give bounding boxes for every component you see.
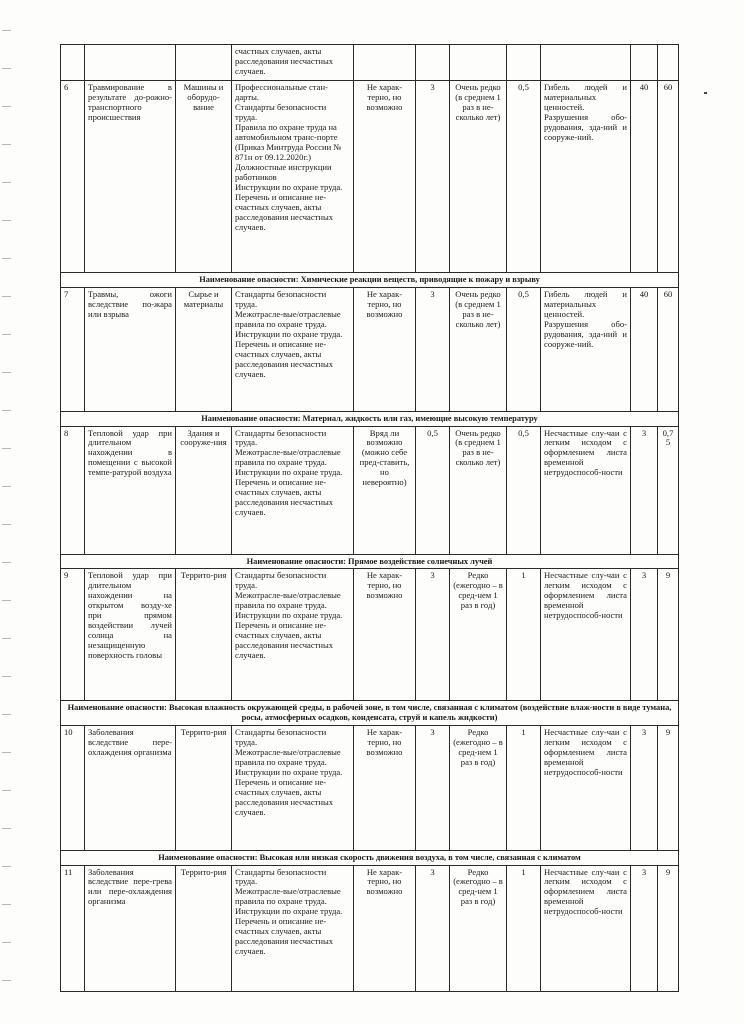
cell-risk: 60 bbox=[658, 81, 679, 273]
text-line: Инструкции по охране труда. bbox=[235, 328, 343, 339]
continuation-row bbox=[61, 45, 679, 81]
text-line: Стандарты безопасности труда. bbox=[235, 427, 327, 448]
text-line: Должностные инструкции работников bbox=[235, 161, 332, 182]
cell-measures bbox=[232, 45, 354, 81]
edge-tick bbox=[2, 106, 11, 107]
cell-consequences bbox=[541, 287, 631, 411]
cell-probability: Не харак-терно, но возможно bbox=[354, 569, 416, 701]
section-header-row bbox=[61, 850, 679, 865]
edge-tick bbox=[2, 486, 11, 487]
cell-frequency: Очень редко (в среднем 1 раз в не-сколько лет) bbox=[450, 426, 507, 554]
cell-risk: 60 bbox=[658, 287, 679, 411]
edge-tick bbox=[2, 334, 11, 335]
edge-tick bbox=[2, 410, 11, 411]
edge-tick bbox=[2, 448, 11, 449]
text-line: Инструкции по охране труда. bbox=[235, 766, 343, 777]
text-line: Инструкции по охране труда. bbox=[235, 467, 343, 478]
edge-tick bbox=[2, 68, 11, 69]
cell-measures bbox=[232, 287, 354, 411]
cell-freq-value bbox=[507, 45, 541, 81]
cell-frequency: Редко (ежегодно – в сред-нем 1 раз в год) bbox=[450, 725, 507, 850]
cell-consequences bbox=[541, 725, 631, 850]
hazard-row bbox=[61, 287, 679, 411]
cell-measures bbox=[232, 426, 354, 554]
edge-tick bbox=[2, 828, 11, 829]
cell-risk bbox=[658, 45, 679, 81]
text-line: Стандарты безопасности труда. bbox=[235, 726, 327, 747]
text-line: Разрушения обо-рудования, зда-ний и сооруже-ний. bbox=[544, 318, 627, 349]
text-line: Несчастные слу-чаи с легким исходом с оформлением листа временной нетрудоспособ-ности bbox=[544, 866, 627, 917]
measure-line: расследования несчастных bbox=[235, 55, 334, 66]
text-line: Перечень и описание не-счастных случаев, акты расследования несчастных случаев. bbox=[235, 916, 334, 957]
text-line: Межотрасле-вые/отраслевые правила по охране труда. bbox=[235, 308, 341, 329]
measure-line: случаев. bbox=[235, 65, 266, 76]
text-line: Несчастные слу-чаи с легким исходом с оформлением листа временной нетрудоспособ-ности bbox=[544, 570, 627, 621]
edge-tick bbox=[2, 144, 11, 145]
cell-prob-value: 3 bbox=[416, 865, 450, 991]
edge-tick bbox=[2, 220, 11, 221]
cell-severity: 40 bbox=[631, 287, 658, 411]
text-line: Несчастные слу-чаи с легким исходом с оформлением листа временной нетрудоспособ-ности bbox=[544, 726, 627, 777]
cell-num: 10 bbox=[61, 725, 85, 850]
section-header-row bbox=[61, 411, 679, 426]
cell-probability: Не харак-терно, но возможно bbox=[354, 865, 416, 991]
cell-probability: Вряд ли возможно (можно себе пред-ставить, но невероятно) bbox=[354, 426, 416, 554]
edge-tick bbox=[2, 866, 11, 867]
cell-measures bbox=[232, 865, 354, 991]
cell-prob-value: 3 bbox=[416, 81, 450, 273]
cell-prob-value: 3 bbox=[416, 287, 450, 411]
cell-severity: 3 bbox=[631, 865, 658, 991]
cell-freq-value: 0,5 bbox=[507, 81, 541, 273]
cell-frequency: Очень редко (в среднем 1 раз в не-сколько лет) bbox=[450, 287, 507, 411]
edge-tick bbox=[2, 904, 11, 905]
cell-consequences bbox=[541, 426, 631, 554]
section-header: Наименование опасности: Химические реакции веществ, приводящие к пожару и взрыву bbox=[61, 273, 679, 288]
section-header-row bbox=[61, 273, 679, 288]
text-line: Стандарты безопасности труда. bbox=[235, 866, 327, 887]
cell-object: Террито-рия bbox=[176, 725, 232, 850]
text-line: Перечень и описание не-счастных случаев, акты расследования несчастных случаев. bbox=[235, 477, 334, 518]
hazard-row bbox=[61, 725, 679, 850]
cell-danger: Заболевания вследствие пере-охлаждения организма bbox=[85, 725, 176, 850]
cell-object: Здания и сооруже-ния bbox=[176, 426, 232, 554]
cell-num bbox=[61, 45, 85, 81]
edge-tick bbox=[2, 600, 11, 601]
cell-object bbox=[176, 45, 232, 81]
cell-risk: 9 bbox=[658, 569, 679, 701]
cell-danger: Тепловой удар при длительном нахождении на открытом возду-хе при прямом воздействии лучей солнца на незащищенную поверхность головы bbox=[85, 569, 176, 701]
text-line: Гибель людей и материальных ценностей. bbox=[544, 288, 627, 319]
edge-tick bbox=[2, 258, 11, 259]
cell-severity: 3 bbox=[631, 426, 658, 554]
cell-consequences bbox=[541, 81, 631, 273]
section-header: Наименование опасности: Высокая влажность окружающей среды, в рабочей зоне, в том числе, связанная с климатом (воздействие влаж-ности в виде тумана, росы, атмосферных осадков, конденсата, струй и капель жидкости) bbox=[61, 701, 679, 726]
edge-tick bbox=[2, 524, 11, 525]
text-line: Межотрасле-вые/отраслевые правила по охране труда. bbox=[235, 447, 341, 468]
hazard-row bbox=[61, 569, 679, 701]
cell-num: 8 bbox=[61, 426, 85, 554]
cell-freq-value: 0,5 bbox=[507, 426, 541, 554]
cell-object: Сырье и материалы bbox=[176, 287, 232, 411]
cell-severity: 3 bbox=[631, 569, 658, 701]
edge-tick bbox=[2, 752, 11, 753]
text-line: Профессиональные стан-дарты. bbox=[235, 82, 328, 102]
cell-num: 9 bbox=[61, 569, 85, 701]
text-line: Гибель людей и материальных ценностей. bbox=[544, 82, 627, 112]
text-line: Перечень и описание не-счастных случаев, акты расследования несчастных случаев. bbox=[235, 776, 334, 817]
edge-tick bbox=[2, 980, 11, 981]
cell-measures bbox=[232, 81, 354, 273]
edge-tick bbox=[2, 790, 11, 791]
cell-frequency bbox=[450, 45, 507, 81]
hazard-row bbox=[61, 865, 679, 991]
edge-tick bbox=[2, 638, 11, 639]
cell-severity: 3 bbox=[631, 725, 658, 850]
cell-prob-value bbox=[416, 45, 450, 81]
cell-measures bbox=[232, 569, 354, 701]
cell-num: 6 bbox=[61, 81, 85, 273]
text-line: Стандарты безопасности труда. bbox=[235, 288, 327, 309]
cell-freq-value: 1 bbox=[507, 865, 541, 991]
section-header-row bbox=[61, 554, 679, 569]
edge-tick bbox=[2, 562, 11, 563]
edge-tick bbox=[2, 296, 11, 297]
cell-num: 11 bbox=[61, 865, 85, 991]
cell-num: 7 bbox=[61, 287, 85, 411]
edge-tick bbox=[2, 182, 11, 183]
text-line: Перечень и описание не-счастных случаев, акты расследования несчастных случаев. bbox=[235, 191, 334, 232]
edge-tick bbox=[2, 942, 11, 943]
cell-freq-value: 0,5 bbox=[507, 287, 541, 411]
cell-risk: 9 bbox=[658, 725, 679, 850]
cell-probability: Не харак-терно, но возможно bbox=[354, 725, 416, 850]
edge-tick bbox=[2, 372, 11, 373]
risk-assessment-table bbox=[60, 44, 679, 992]
cell-consequences bbox=[541, 865, 631, 991]
cell-object: Машины и оборудо-вание bbox=[176, 81, 232, 273]
cell-prob-value: 0,5 bbox=[416, 426, 450, 554]
section-header: Наименование опасности: Материал, жидкость или газ, имеющие высокую температуру bbox=[61, 411, 679, 426]
cell-probability bbox=[354, 45, 416, 81]
text-line: Стандарты безопасности труда. bbox=[235, 570, 327, 591]
cell-danger: Травмирование в результате до-рожно-транспортного происшествия bbox=[85, 81, 176, 273]
cell-prob-value: 3 bbox=[416, 725, 450, 850]
cell-danger: Заболевания вследствие пере-грева или пере-охлаждения организма bbox=[85, 865, 176, 991]
cell-object: Террито-рия bbox=[176, 865, 232, 991]
cell-risk: 9 bbox=[658, 865, 679, 991]
scan-speck bbox=[704, 92, 707, 94]
edge-tick bbox=[2, 30, 11, 31]
cell-probability: Не харак-терно, но возможно bbox=[354, 81, 416, 273]
cell-frequency: Редко (ежегодно – в сред-нем 1 раз в год) bbox=[450, 865, 507, 991]
cell-consequences bbox=[541, 569, 631, 701]
text-line: Разрушения обо-рудования, зда-ний и сооруже-ний. bbox=[544, 111, 627, 142]
text-line: Правила по охране труда на автомобильном транс-порте (Приказ Минтруда России № 871н от 09.12.2020г.) bbox=[235, 121, 342, 162]
cell-probability: Не харак-терно, но возможно bbox=[354, 287, 416, 411]
cell-danger bbox=[85, 45, 176, 81]
text-line: Стандарты безопасности труда. bbox=[235, 101, 327, 122]
cell-object: Террито-рия bbox=[176, 569, 232, 701]
text-line: Инструкции по охране труда. bbox=[235, 610, 343, 621]
edge-tick bbox=[2, 714, 11, 715]
cell-risk: 0,75 bbox=[658, 426, 679, 554]
scan-edge-marks bbox=[2, 0, 14, 1024]
text-line: Инструкции по охране труда. bbox=[235, 181, 343, 192]
section-header-row bbox=[61, 701, 679, 726]
cell-prob-value: 3 bbox=[416, 569, 450, 701]
text-line: Несчастные слу-чаи с легким исходом с оформлением листа временной нетрудоспособ-ности bbox=[544, 427, 627, 478]
section-header: Наименование опасности: Высокая или низкая скорость движения воздуха, в том числе, связанная с климатом bbox=[61, 850, 679, 865]
cell-frequency: Очень редко (в среднем 1 раз в не-сколько лет) bbox=[450, 81, 507, 273]
hazard-row bbox=[61, 81, 679, 273]
hazard-row bbox=[61, 426, 679, 554]
edge-tick bbox=[2, 676, 11, 677]
text-line: Инструкции по охране труда. bbox=[235, 906, 343, 917]
text-line: Межотрасле-вые/отраслевые правила по охране труда. bbox=[235, 746, 341, 767]
text-line: Перечень и описание не-счастных случаев, акты расследования несчастных случаев. bbox=[235, 620, 334, 660]
cell-consequences bbox=[541, 45, 631, 81]
cell-danger: Тепловой удар при длительном нахождении в помещении с высокой темпе-ратурой воздуха bbox=[85, 426, 176, 554]
cell-severity bbox=[631, 45, 658, 81]
measure-line: счастных случаев, акты bbox=[235, 46, 322, 56]
cell-danger: Травмы, ожоги вследствие по-жара или взрыва bbox=[85, 287, 176, 411]
section-header: Наименование опасности: Прямое воздействие солнечных лучей bbox=[61, 554, 679, 569]
cell-measures bbox=[232, 725, 354, 850]
text-line: Перечень и описание не-счастных случаев, акты расследования несчастных случаев. bbox=[235, 338, 334, 379]
cell-freq-value: 1 bbox=[507, 569, 541, 701]
cell-frequency: Редко (ежегодно – в сред-нем 1 раз в год) bbox=[450, 569, 507, 701]
text-line: Межотрасле-вые/отраслевые правила по охране труда. bbox=[235, 886, 341, 907]
cell-severity: 40 bbox=[631, 81, 658, 273]
text-line: Межотрасле-вые/отраслевые правила по охране труда. bbox=[235, 590, 341, 611]
cell-freq-value: 1 bbox=[507, 725, 541, 850]
